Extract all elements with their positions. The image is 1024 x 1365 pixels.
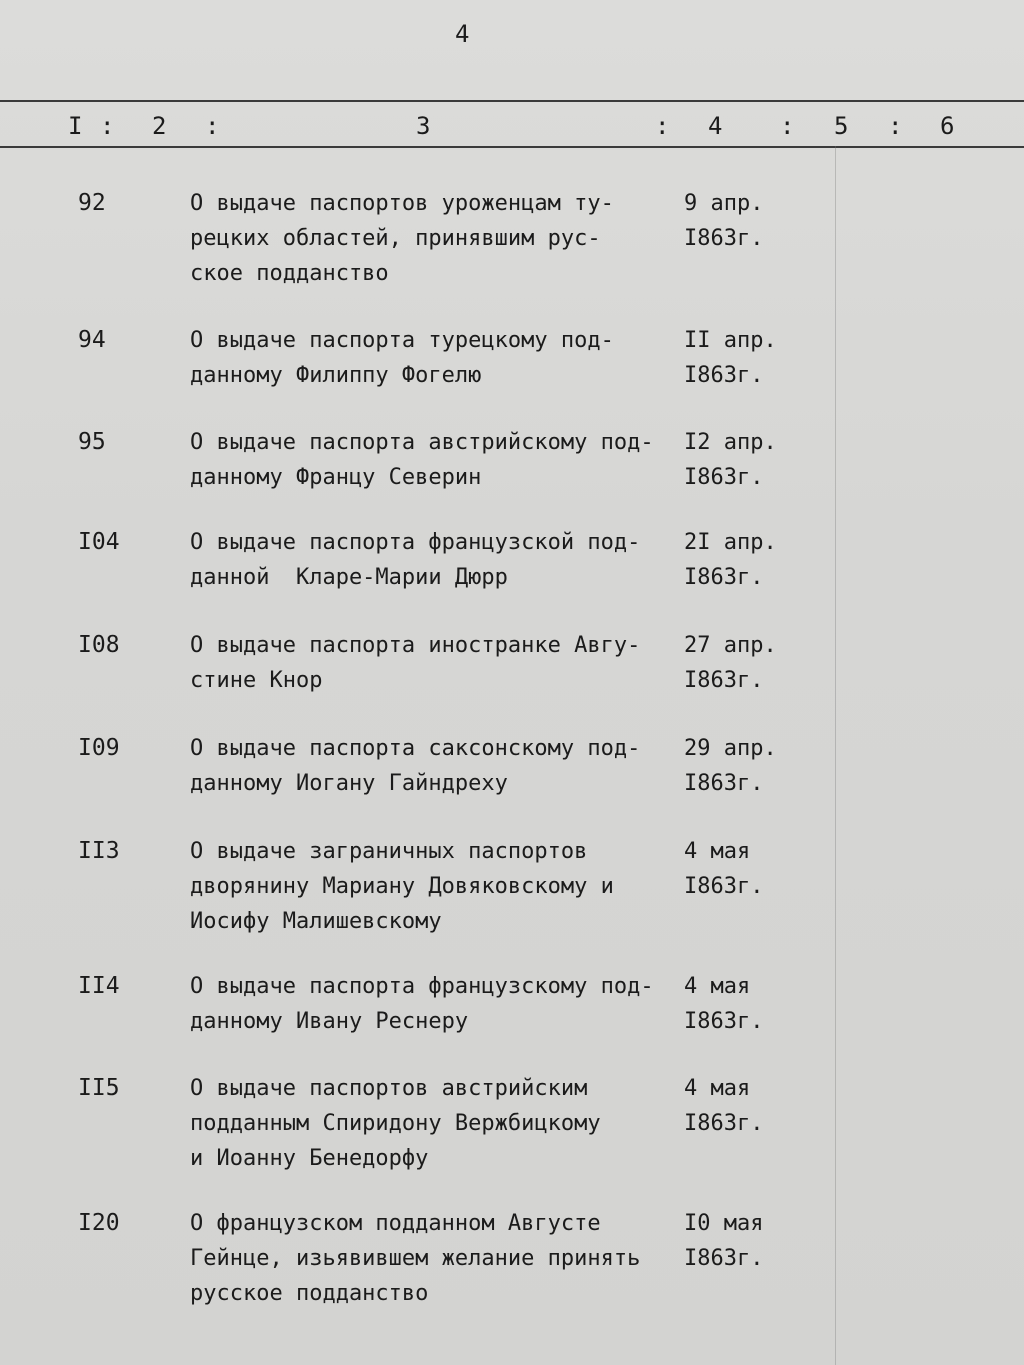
- case-date: [684, 323, 804, 393]
- case-title-line: данному Францу Северин: [190, 465, 482, 490]
- case-title-line: О французском подданном Августе: [190, 1211, 601, 1236]
- case-date-line: I863г.: [684, 874, 764, 899]
- case-number: I08: [78, 632, 120, 658]
- case-date-line: I2 апр.: [684, 430, 777, 455]
- case-title-line: О выдаче паспорта турецкому под-: [190, 328, 614, 353]
- case-date-line: I863г.: [684, 1246, 764, 1271]
- case-title-line: О выдаче заграничных паспортов: [190, 839, 588, 864]
- column-separator: :: [205, 112, 220, 140]
- case-title-line: О выдаче паспортов австрийским: [190, 1076, 588, 1101]
- case-title-line: данному Иогану Гайндреху: [190, 771, 508, 796]
- case-title-line: русское подданство: [190, 1281, 429, 1306]
- case-title: [190, 731, 690, 801]
- case-date: [684, 969, 804, 1039]
- case-title-line: рецких областей, принявшим рус-: [190, 226, 601, 251]
- case-title: [190, 969, 690, 1039]
- case-date-line: 27 апр.: [684, 633, 777, 658]
- case-title-line: данному Филиппу Фогелю: [190, 363, 482, 388]
- column-header-5: 5: [834, 112, 849, 140]
- column-divider: [835, 146, 836, 1365]
- case-number: I04: [78, 529, 120, 555]
- case-date-line: 4 мая: [684, 839, 751, 864]
- case-date-line: II апр.: [684, 328, 777, 353]
- case-title-line: ское подданство: [190, 261, 389, 286]
- case-number: 94: [78, 327, 106, 353]
- column-header-6: 6: [940, 112, 955, 140]
- case-date-line: 4 мая: [684, 1076, 751, 1101]
- column-separator: :: [888, 112, 903, 140]
- case-title-line: О выдаче паспорта французскому под-: [190, 974, 654, 999]
- column-header-4: 4: [708, 112, 723, 140]
- case-title-line: дворянину Мариану Довяковскому и: [190, 874, 614, 899]
- case-title-line: подданным Спиридону Вержбицкому: [190, 1111, 601, 1136]
- case-title-line: Иосифу Малишевскому: [190, 909, 442, 934]
- case-date-line: I863г.: [684, 226, 764, 251]
- case-date-line: 9 апр.: [684, 191, 764, 216]
- case-title-line: О выдаче паспорта австрийскому под-: [190, 430, 654, 455]
- case-date: [684, 425, 804, 495]
- page-number: 4: [455, 20, 471, 48]
- case-title-line: и Иоанну Бенедорфу: [190, 1146, 429, 1171]
- case-date-line: 4 мая: [684, 974, 751, 999]
- case-number: I20: [78, 1210, 120, 1236]
- column-separator: :: [780, 112, 795, 140]
- case-date: [684, 525, 804, 595]
- case-title-line: Гейнце, изьявившем желание принять: [190, 1246, 641, 1271]
- column-separator: :: [655, 112, 670, 140]
- case-date: [684, 1071, 804, 1141]
- case-date: [684, 186, 804, 256]
- case-date-line: 2I апр.: [684, 530, 777, 555]
- case-title: [190, 1206, 690, 1311]
- case-title-line: О выдаче паспорта саксонскому под-: [190, 736, 641, 761]
- header-bottom-rule: [0, 146, 1024, 148]
- case-date-line: I863г.: [684, 1111, 764, 1136]
- case-date: [684, 834, 804, 904]
- case-number: 92: [78, 190, 106, 216]
- case-title-line: О выдаче паспорта французской под-: [190, 530, 641, 555]
- case-number: II3: [78, 838, 120, 864]
- case-title: [190, 1071, 690, 1176]
- case-date-line: I863г.: [684, 465, 764, 490]
- case-title: [190, 323, 690, 393]
- column-header-1: I: [68, 112, 83, 140]
- case-title: [190, 525, 690, 595]
- case-date-line: I0 мая: [684, 1211, 764, 1236]
- case-title-line: О выдаче паспорта иностранке Авгу-: [190, 633, 641, 658]
- case-title-line: стине Кнор: [190, 668, 323, 693]
- column-header-3: 3: [416, 112, 431, 140]
- case-number: 95: [78, 429, 106, 455]
- column-separator: :: [100, 112, 115, 140]
- case-date-line: 29 апр.: [684, 736, 777, 761]
- case-date-line: I863г.: [684, 1009, 764, 1034]
- case-date-line: I863г.: [684, 363, 764, 388]
- case-title: [190, 628, 690, 698]
- case-title: [190, 425, 690, 495]
- case-date: [684, 1206, 804, 1276]
- case-date-line: I863г.: [684, 771, 764, 796]
- header-top-rule: [0, 100, 1024, 102]
- case-date-line: I863г.: [684, 668, 764, 693]
- case-number: II5: [78, 1075, 120, 1101]
- case-number: I09: [78, 735, 120, 761]
- case-title-line: данному Ивану Реснеру: [190, 1009, 469, 1034]
- case-title-line: О выдаче паспортов уроженцам ту-: [190, 191, 614, 216]
- case-number: II4: [78, 973, 120, 999]
- case-title-line: данной Кларе-Марии Дюрр: [190, 565, 508, 590]
- case-date: [684, 731, 804, 801]
- case-date: [684, 628, 804, 698]
- case-title: [190, 834, 690, 939]
- column-header-2: 2: [152, 112, 167, 140]
- case-date-line: I863г.: [684, 565, 764, 590]
- case-title: [190, 186, 690, 291]
